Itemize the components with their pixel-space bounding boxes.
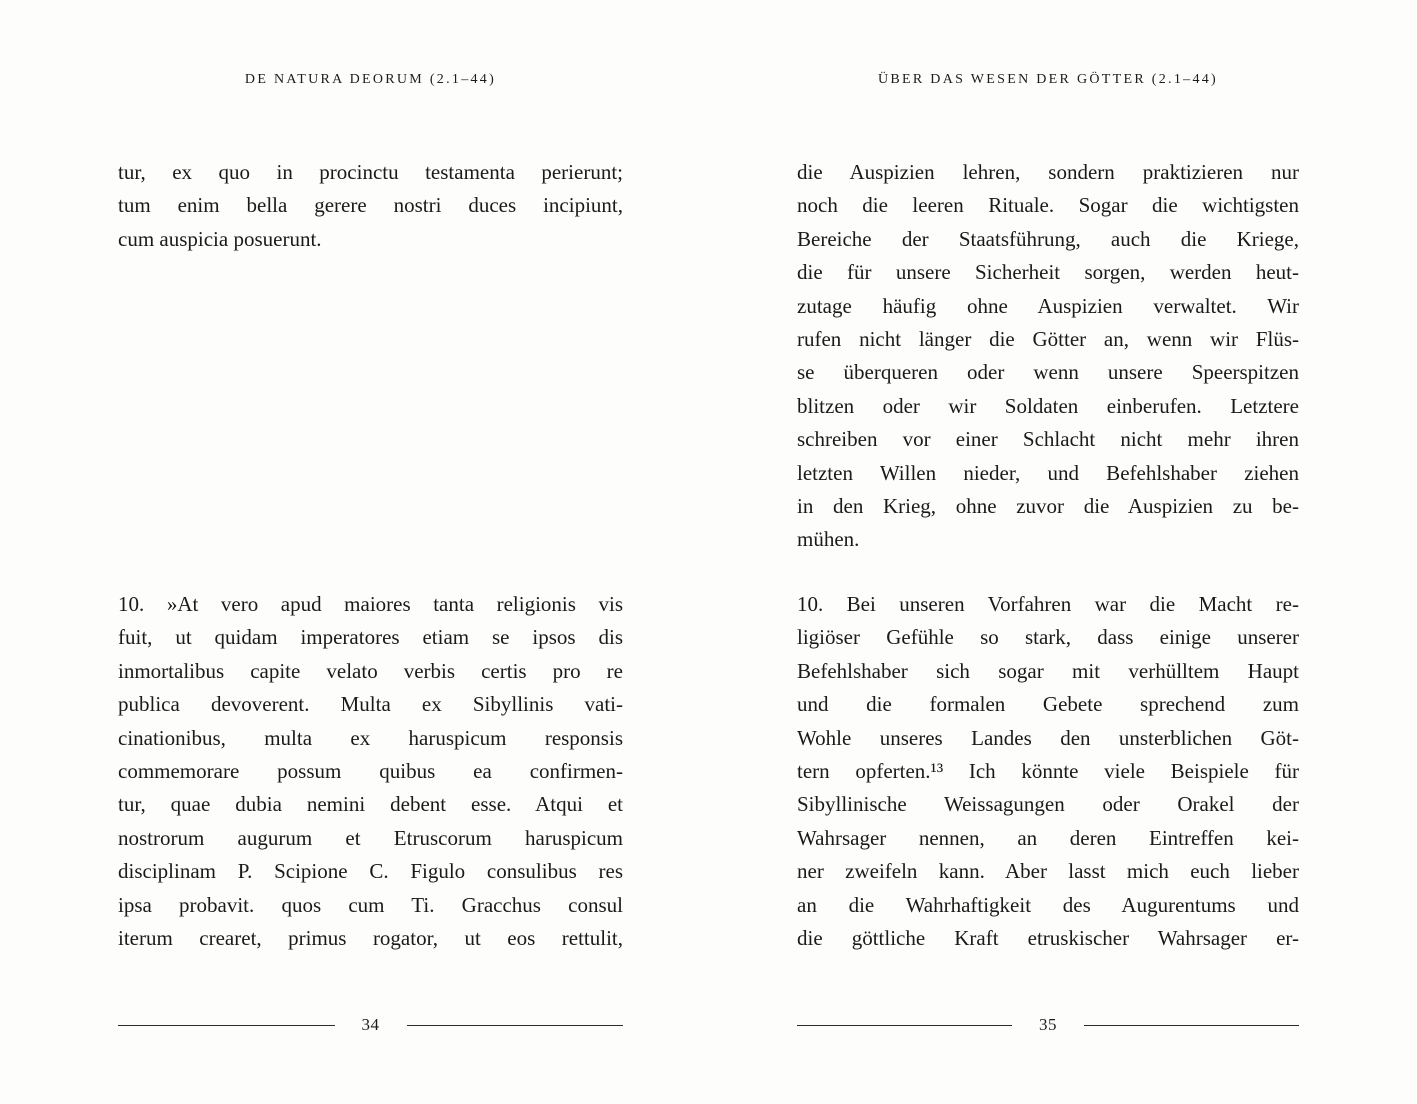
footer-rule-right <box>407 1025 624 1026</box>
text-line: publica devoverent. Multa ex Sibyllinis vati- <box>118 692 623 717</box>
text-line: nostrorum augurum et Etruscorum haruspicum <box>118 825 623 850</box>
text-line: letzten Willen nieder, und Befehlshaber ziehen <box>797 460 1299 485</box>
footer-rule-right <box>1084 1025 1299 1026</box>
text-line: iterum crearet, primus rogator, ut eos rettulit, <box>118 925 623 950</box>
text-line: die göttliche Kraft etruskischer Wahrsager er- <box>797 925 1299 950</box>
text-line: 10. »At vero apud maiores tanta religionis vis <box>118 592 623 616</box>
text-line: ligiöser Gefühle so stark, dass einige unserer <box>797 625 1299 650</box>
text-line: die für unsere Sicherheit sorgen, werden heut- <box>797 260 1299 285</box>
left-page-footer <box>118 1013 623 1037</box>
left-page-number: 34 <box>361 1015 380 1034</box>
text-line: cum auspicia posuerunt. <box>118 226 322 251</box>
text-line: disciplinam P. Scipione C. Figulo consulibus res <box>118 859 623 884</box>
text-line: mühen. <box>797 527 860 552</box>
text-line: tur, quae dubia nemini debent esse. Atqui et <box>118 792 623 817</box>
text-line: Befehlshaber sich sogar mit verhülltem Haupt <box>797 658 1299 683</box>
text-line: 10. Bei unseren Vorfahren war die Macht re- <box>797 592 1299 616</box>
text-line: Bereiche der Staatsführung, auch die Kriege, <box>797 226 1299 251</box>
latin-paragraph-10 <box>118 588 623 955</box>
footer-rule-left <box>118 1025 335 1026</box>
latin-paragraph-continued <box>118 156 623 256</box>
text-line: Sibyllinische Weissagungen oder Orakel der <box>797 792 1299 817</box>
text-line: inmortalibus capite velato verbis certis pro re <box>118 658 623 683</box>
right-page-header: ÜBER DAS WESEN DER GÖTTER (2.1–44) <box>877 72 1219 87</box>
text-line: commemorare possum quibus ea confirmen- <box>118 758 623 783</box>
text-line: se überqueren oder wenn unsere Speerspitzen <box>797 360 1299 385</box>
text-line: und die formalen Gebete sprechend zum <box>797 692 1299 717</box>
right-page-footer <box>797 1013 1299 1037</box>
text-line: Wohle unseres Landes den unsterblichen Göt- <box>797 725 1299 750</box>
text-line: noch die leeren Rituale. Sogar die wichtigsten <box>797 193 1299 218</box>
text-line: tern opferten.¹³ Ich könnte viele Beispiele für <box>797 758 1299 783</box>
text-line: tum enim bella gerere nostri duces incipiunt, <box>118 193 623 218</box>
text-line: schreiben vor einer Schlacht nicht mehr ihren <box>797 427 1299 452</box>
text-line: zutage häufig ohne Auspizien verwaltet. Wir <box>797 293 1299 318</box>
text-line: fuit, ut quidam imperatores etiam se ipsos dis <box>118 625 623 650</box>
text-line: die Auspizien lehren, sondern praktizieren nur <box>797 160 1299 184</box>
text-line: ner zweifeln kann. Aber lasst mich euch lieber <box>797 859 1299 884</box>
right-page-number: 35 <box>1039 1015 1057 1034</box>
text-line: an die Wahrhaftigkeit des Augurentums und <box>797 892 1299 917</box>
text-line: in den Krieg, ohne zuvor die Auspizien zu be- <box>797 493 1299 518</box>
text-line: blitzen oder wir Soldaten einberufen. Letztere <box>797 393 1299 418</box>
left-page-header: DE NATURA DEORUM (2.1–44) <box>244 72 497 87</box>
text-line: Wahrsager nennen, an deren Eintreffen kei- <box>797 825 1299 850</box>
footer-rule-left <box>797 1025 1012 1026</box>
text-line: rufen nicht länger die Götter an, wenn wir Flüs- <box>797 326 1299 351</box>
german-paragraph-continued <box>797 156 1299 557</box>
text-line: tur, ex quo in procinctu testamenta perierunt; <box>118 160 623 184</box>
text-line: cinationibus, multa ex haruspicum responsis <box>118 725 623 750</box>
text-line: ipsa probavit. quos cum Ti. Gracchus consul <box>118 892 623 917</box>
german-paragraph-10 <box>797 588 1299 955</box>
